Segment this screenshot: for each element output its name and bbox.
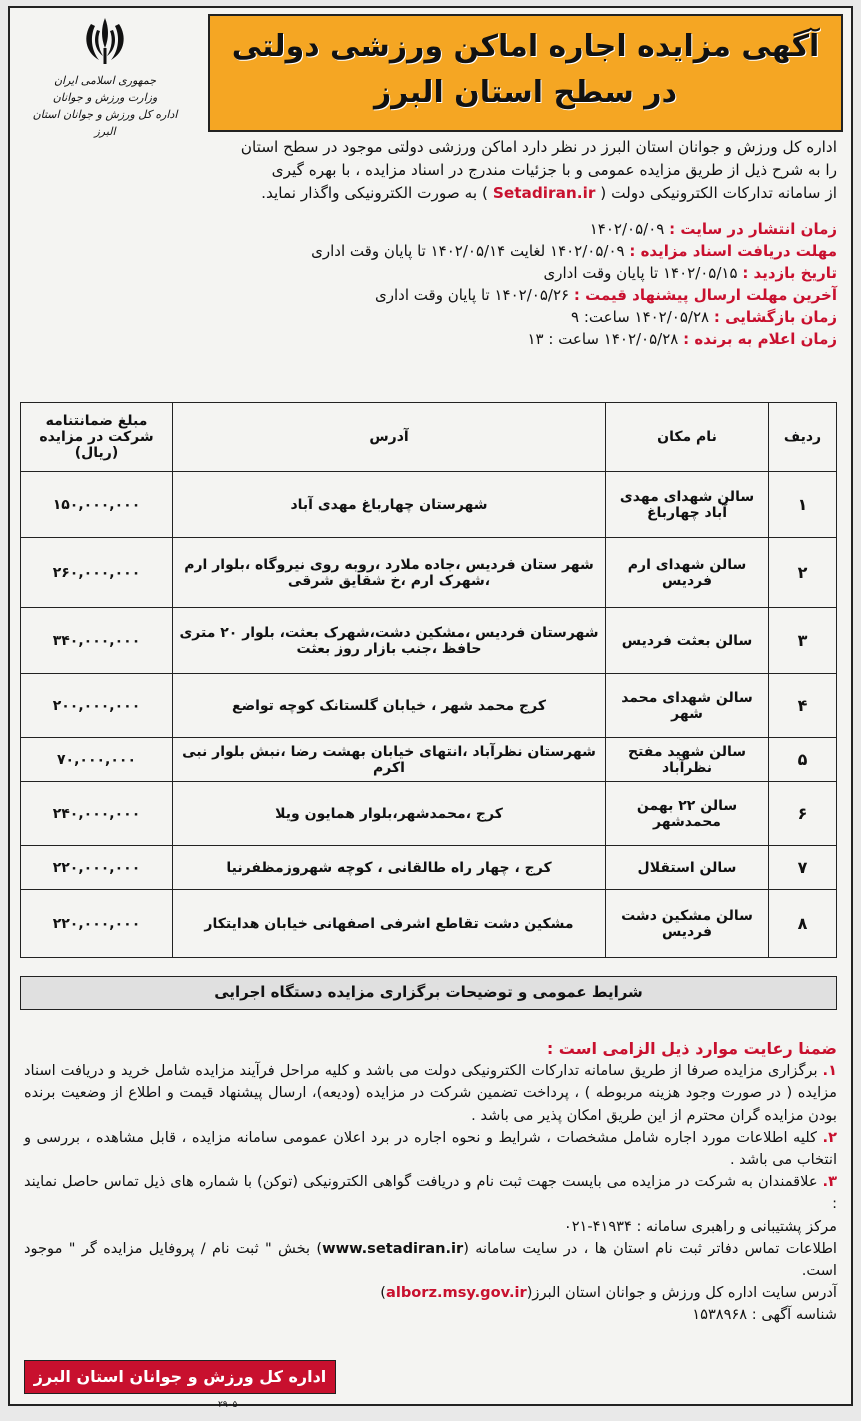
- logo-line-1: جمهوری اسلامی ایران: [53, 74, 157, 87]
- cell-row-number: ۳: [769, 608, 837, 674]
- cell-address: مشکین دشت تقاطع اشرفی اصفهانی خیابان هدایتکار: [173, 890, 606, 958]
- item-text: علاقمندان به شرکت در مزایده می بایست جهت ثبت نام و دریافت گواهی الکترونیکی (توکن) با شماره های ذیل تماس حاصل نمایند :: [24, 1173, 837, 1213]
- cell-venue-name: سالن بعثت فردیس: [606, 608, 769, 674]
- schedule-row: [24, 262, 837, 284]
- col-header-venue-name: نام مکان: [606, 403, 769, 472]
- ad-id: شناسه آگهی : ۱۵۳۸۹۶۸: [692, 1306, 837, 1324]
- conditions-title: شرایط عمومی و توضیحات برگزاری مزایده دستگاه اجرایی: [20, 976, 837, 1010]
- cell-address: کرج ، چهار راه طالقانی ، کوچه شهروزمظفرنیا: [173, 846, 606, 890]
- title-line-1: آگهی مزایده اجاره اماکن ورزشی دولتی: [231, 29, 820, 64]
- table-row: [21, 738, 837, 782]
- iran-emblem-icon: [77, 14, 133, 68]
- schedule-label: زمان بازگشایی :: [713, 308, 837, 326]
- schedule-value: ۱۴۰۲/۰۵/۰۹: [589, 220, 665, 238]
- footer-code: ۲۹۰۵: [218, 1400, 238, 1410]
- schedule-row: [24, 306, 837, 328]
- table-row: [21, 846, 837, 890]
- setadiran-www-link[interactable]: www.setadiran.ir: [322, 1239, 464, 1257]
- table-row: [21, 538, 837, 608]
- cell-amount: ۷۰,۰۰۰,۰۰۰: [21, 738, 173, 782]
- schedule-value: ۱۴۰۲/۰۵/۱۵ تا پایان وقت اداری: [543, 264, 738, 282]
- cell-row-number: ۲: [769, 538, 837, 608]
- cell-amount: ۲۴۰,۰۰۰,۰۰۰: [21, 782, 173, 846]
- requirement-item-2: [24, 1127, 837, 1171]
- intro-line-3-a: از سامانه تدارکات الکترونیکی دولت (: [600, 184, 837, 202]
- cell-address: شهر ستان فردیس ،جاده ملارد ،روبه روی نیروگاه ،بلوار ارم ،شهرک ارم ،خ شقایق شرقی: [173, 538, 606, 608]
- schedule-row: [24, 284, 837, 306]
- org-website-close: ): [380, 1284, 386, 1302]
- table-row: [21, 472, 837, 538]
- col-header-guarantee-amount: مبلغ ضمانتنامه شرکت در مزایده (ریال): [21, 403, 173, 472]
- requirements-heading: ضمنا رعایت موارد ذیل الزامی است :: [546, 1039, 837, 1058]
- schedule-value: ۱۴۰۲/۰۵/۲۸ ساعت : ۱۳: [527, 330, 679, 348]
- table-header-row: [21, 403, 837, 472]
- schedule-label: تاریخ بازدید :: [742, 264, 837, 282]
- intro-line-2: را به شرح ذیل از طریق مزایده عمومی و با جزئیات مندرج در اسناد مزایده ، با بهره گیری: [271, 161, 837, 179]
- cell-amount: ۳۴۰,۰۰۰,۰۰۰: [21, 608, 173, 674]
- cell-row-number: ۸: [769, 890, 837, 958]
- schedule-value: ۱۴۰۲/۰۵/۲۶ تا پایان وقت اداری: [375, 286, 570, 304]
- item-number: ۱.: [822, 1062, 837, 1080]
- schedule-value: ۱۴۰۲/۰۵/۰۹ لغایت ۱۴۰۲/۰۵/۱۴ تا پایان وقت اداری: [311, 242, 625, 260]
- cell-row-number: ۴: [769, 674, 837, 738]
- support-center: مرکز پشتیبانی و راهبری سامانه : ۴۱۹۳۴-۰۲۱: [563, 1217, 837, 1235]
- registration-text-a: اطلاعات تماس دفاتر ثبت نام استان ها ، در سایت سامانه (: [463, 1239, 837, 1257]
- table-row: [21, 782, 837, 846]
- schedule-list: [24, 218, 837, 350]
- intro-line-1: اداره کل ورزش و جوانان استان البرز در نظر دارد اماکن ورزشی دولتی موجود در سطح استان: [240, 138, 837, 156]
- alborz-msy-link[interactable]: alborz.msy.gov.ir: [385, 1284, 527, 1302]
- schedule-label: مهلت دریافت اسناد مزایده :: [629, 242, 837, 260]
- cell-amount: ۲۶۰,۰۰۰,۰۰۰: [21, 538, 173, 608]
- logo-line-2: وزارت ورزش و جوانان: [52, 91, 158, 104]
- item-text: کلیه اطلاعات مورد اجاره شامل مشخصات ، شرایط و نحوه اجاره در برد اعلان عمومی سامانه مزایده ، قابل مشاهده ، بررسی و انتخاب می باشد .: [24, 1128, 837, 1169]
- header: [18, 14, 843, 138]
- col-header-row-number: ردیف: [769, 403, 837, 472]
- cell-address: کرج محمد شهر ، خیابان گلستانک کوچه تواضع: [173, 674, 606, 738]
- schedule-row: [24, 240, 837, 262]
- requirements-section: [24, 1038, 837, 1327]
- cell-row-number: ۶: [769, 782, 837, 846]
- cell-amount: ۲۲۰,۰۰۰,۰۰۰: [21, 890, 173, 958]
- org-website: [24, 1282, 837, 1304]
- cell-row-number: ۵: [769, 738, 837, 782]
- venues-table: [20, 402, 837, 958]
- logo-line-3: اداره کل ورزش و جوانان استان البرز: [32, 108, 178, 138]
- cell-address: شهرستان نظرآباد ،انتهای خیابان بهشت رضا ،نبش بلوار نبی اکرم: [173, 738, 606, 782]
- cell-venue-name: سالن شهدای ارم فردیس: [606, 538, 769, 608]
- ministry-logo: [30, 14, 180, 140]
- table-row: [21, 674, 837, 738]
- cell-row-number: ۷: [769, 846, 837, 890]
- cell-amount: ۱۵۰,۰۰۰,۰۰۰: [21, 472, 173, 538]
- setadiran-link[interactable]: Setadiran.ir: [492, 184, 596, 202]
- schedule-label: زمان اعلام به برنده :: [683, 330, 837, 348]
- cell-row-number: ۱: [769, 472, 837, 538]
- schedule-label: آخرین مهلت ارسال پیشنهاد قیمت :: [573, 286, 837, 304]
- table-row: [21, 890, 837, 958]
- schedule-label: زمان انتشار در سایت :: [669, 220, 837, 238]
- schedule-value: ۱۴۰۲/۰۵/۲۸ ساعت: ۹: [571, 308, 710, 326]
- intro-paragraph: [24, 136, 837, 205]
- schedule-row: [24, 218, 837, 240]
- cell-venue-name: سالن استقلال: [606, 846, 769, 890]
- item-number: ۲.: [822, 1128, 837, 1146]
- requirement-item-1: [24, 1060, 837, 1127]
- title-box: [208, 14, 843, 132]
- cell-venue-name: سالن شهدای محمد شهر: [606, 674, 769, 738]
- col-header-address: آدرس: [173, 403, 606, 472]
- schedule-row: [24, 328, 837, 350]
- org-website-text: آدرس سایت اداره کل ورزش و جوانان استان البرز(: [526, 1284, 837, 1302]
- table-row: [21, 608, 837, 674]
- cell-address: شهرستان فردیس ،مشکین دشت،شهرک بعثت، بلوار ۲۰ متری حافظ ،جنب بازار روز بعثت: [173, 608, 606, 674]
- advertisement-page: [8, 6, 853, 1410]
- requirement-item-3: [24, 1171, 837, 1215]
- intro-line-3: [24, 182, 837, 205]
- item-number: ۳.: [822, 1173, 838, 1191]
- registration-info: [24, 1238, 837, 1282]
- intro-line-3-b: ) به صورت الکترونیکی واگذار نماید.: [261, 184, 488, 202]
- item-text: برگزاری مزایده صرفا از طریق سامانه تدارکات الکترونیکی دولت می باشد و کلیه مراحل فرآیند مزایده شامل خرید و دریافت اسناد مزایده ( در صورت وجود هزینه مربوطه ) ، پرداخت تضمین شرکت در مزایده (ودیعه)، ارسال پیشنهاد قیمت و اطلاع از وضعیت برنده بودن مزایده گران محترم از این طریق امکان پذیر می باشد .: [24, 1062, 837, 1124]
- cell-venue-name: سالن ۲۲ بهمن محمدشهر: [606, 782, 769, 846]
- cell-address: کرج ،محمدشهر،بلوار همایون ویلا: [173, 782, 606, 846]
- cell-amount: ۲۰۰,۰۰۰,۰۰۰: [21, 674, 173, 738]
- footer-org-banner: اداره کل ورزش و جوانان استان البرز: [24, 1360, 336, 1394]
- registration-text-b: ) بخش " ثبت نام / پروفایل مزایده گر " موجود است.: [24, 1239, 837, 1280]
- cell-address: شهرستان چهارباغ مهدی آباد: [173, 472, 606, 538]
- title-line-2: در سطح استان البرز: [374, 75, 677, 110]
- cell-venue-name: سالن مشکین دشت فردیس: [606, 890, 769, 958]
- cell-amount: ۲۲۰,۰۰۰,۰۰۰: [21, 846, 173, 890]
- cell-venue-name: سالن شهدای مهدی آباد چهارباغ: [606, 472, 769, 538]
- cell-venue-name: سالن شهید مفتح نظرآباد: [606, 738, 769, 782]
